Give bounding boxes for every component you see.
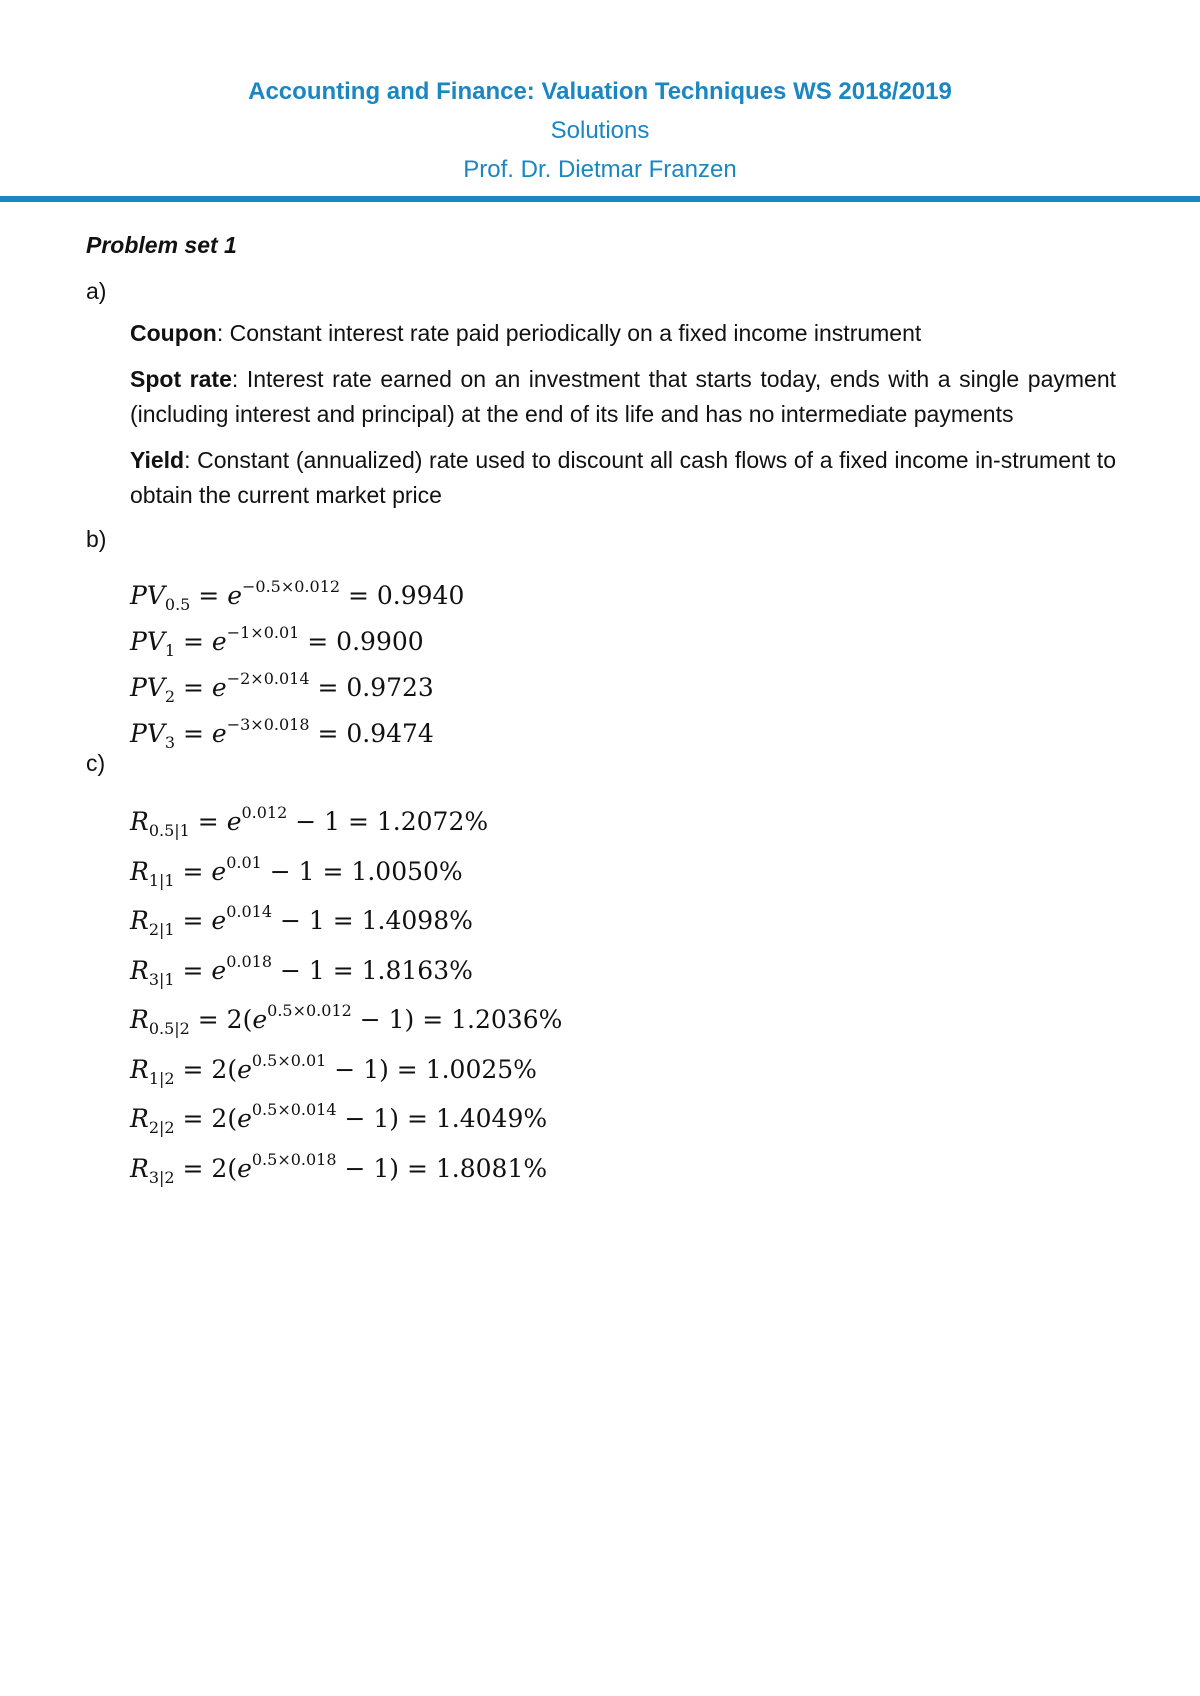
equation-pv-2: $PV_2 = e^{-2\times 0.014} = 0.9723$ — [130, 669, 434, 706]
definition-term: Yield — [130, 447, 185, 473]
equation-r-1-1: $R_{1|1} = e^{0.01} - 1 = 1.0050\%$ — [130, 852, 463, 890]
document-subtitle: Solutions — [550, 117, 650, 144]
rate-equations — [130, 788, 1116, 1187]
part-c-label: c) — [86, 750, 106, 776]
present-value-equations — [130, 564, 1116, 752]
equation-r-2-2: $R_{2|2} = 2(e^{0.5\times 0.014} - 1) = 1.4049\%$ — [130, 1100, 548, 1137]
definition-text: : Constant (annualized) rate used to discount all cash flows of a fixed income in-strument to obtain the current market price — [130, 447, 1116, 508]
equation-r-1-2: $R_{1|2} = 2(e^{0.5\times 0.01} - 1) = 1.0025\%$ — [130, 1050, 537, 1088]
equation-r-3-2: $R_{3|2} = 2(e^{0.5\times 0.018} - 1) = 1.8081\%$ — [130, 1149, 548, 1187]
equation-r-3-1: $R_{3|1} = e^{0.018} - 1 = 1.8163\%$ — [130, 951, 473, 989]
equation-pv-3: $PV_3 = e^{-3\times 0.018} = 0.9474$ — [130, 715, 434, 752]
document-body — [86, 230, 1117, 1187]
course-title: Accounting and Finance: Valuation Techniques WS 2018/2019 — [248, 78, 952, 105]
equation-r-0-5-2: $R_{0.5|2} = 2(e^{0.5\times 0.012} - 1) = 1.2036\%$ — [130, 1001, 563, 1038]
problem-set-title: Problem set 1 — [86, 232, 237, 258]
equation-r-0-5-1: $R_{0.5|1} = e^{0.012} - 1 = 1.2072\%$ — [130, 803, 489, 840]
author-name: Prof. Dr. Dietmar Franzen — [463, 156, 737, 183]
part-b-label: b) — [86, 526, 107, 552]
definitions-list — [130, 316, 1116, 513]
definition-text: : Interest rate earned on an investment that starts today, ends with a single payment (including interest and principal) at the end of its life and has no intermediate payments — [130, 366, 1117, 427]
definition-term: Spot rate — [130, 366, 232, 392]
equation-pv-1: $PV_1 = e^{-1\times 0.01} = 0.9900$ — [130, 623, 424, 660]
equation-pv-0-5: $PV_{0.5} = e^{-0.5\times 0.012} = 0.9940$ — [130, 577, 465, 614]
document-header — [0, 72, 1200, 189]
equation-r-2-1: $R_{2|1} = e^{0.014} - 1 = 1.4098\%$ — [130, 902, 473, 939]
definition-yield — [130, 443, 1116, 513]
part-a-label: a) — [86, 278, 107, 304]
header-divider — [0, 196, 1200, 202]
definition-term: Coupon — [130, 320, 217, 346]
definition-spot-rate — [130, 362, 1116, 432]
definition-coupon — [130, 316, 1116, 351]
definition-text: : Constant interest rate paid periodically on a fixed income instrument — [216, 320, 922, 346]
